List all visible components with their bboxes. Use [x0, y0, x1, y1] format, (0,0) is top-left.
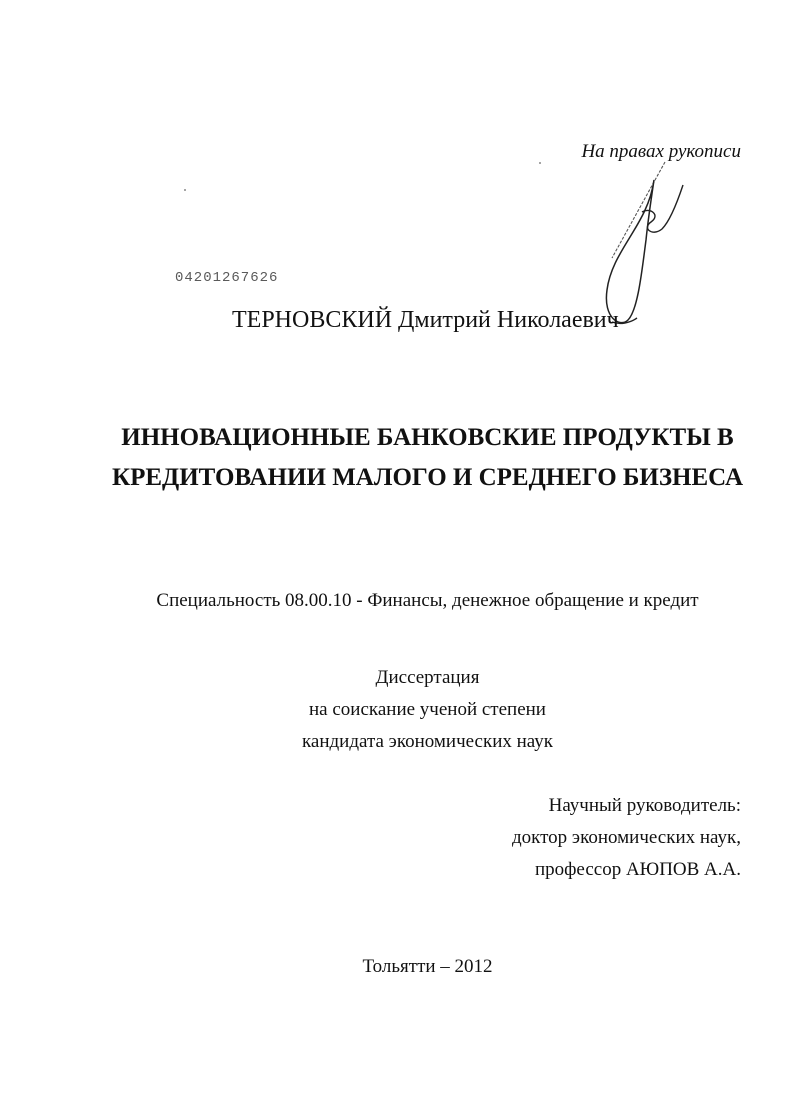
degree-block	[100, 662, 755, 758]
rights-note: На правах рукописи	[581, 141, 741, 162]
scan-speck	[184, 189, 186, 191]
supervisor-block	[512, 790, 741, 886]
supervisor-line: доктор экономических наук,	[511, 827, 741, 848]
supervisor-line: Научный руководитель:	[548, 795, 741, 816]
degree-line: на соискание ученой степени	[309, 699, 546, 720]
degree-line: кандидата экономических наук	[301, 731, 554, 752]
scan-speck	[539, 162, 541, 164]
signature-loop	[606, 180, 654, 323]
author-name: ТЕРНОВСКИЙ Дмитрий Николаевич	[232, 307, 619, 333]
supervisor-line: профессор АЮПОВ А.А.	[534, 859, 741, 880]
title-line: ИННОВАЦИОННЫЕ БАНКОВСКИЕ ПРОДУКТЫ В	[121, 424, 734, 451]
signature-downstroke	[612, 162, 665, 258]
degree-line: Диссертация	[375, 667, 480, 688]
city-year: Тольятти – 2012	[362, 956, 493, 977]
registry-number: 04201267626	[175, 270, 279, 286]
specialty-line: Специальность 08.00.10 - Финансы, денежное обращение и кредит	[156, 590, 699, 611]
title-line: КРЕДИТОВАНИИ МАЛОГО И СРЕДНЕГО БИЗНЕСА	[111, 464, 744, 491]
dissertation-title	[100, 418, 755, 498]
